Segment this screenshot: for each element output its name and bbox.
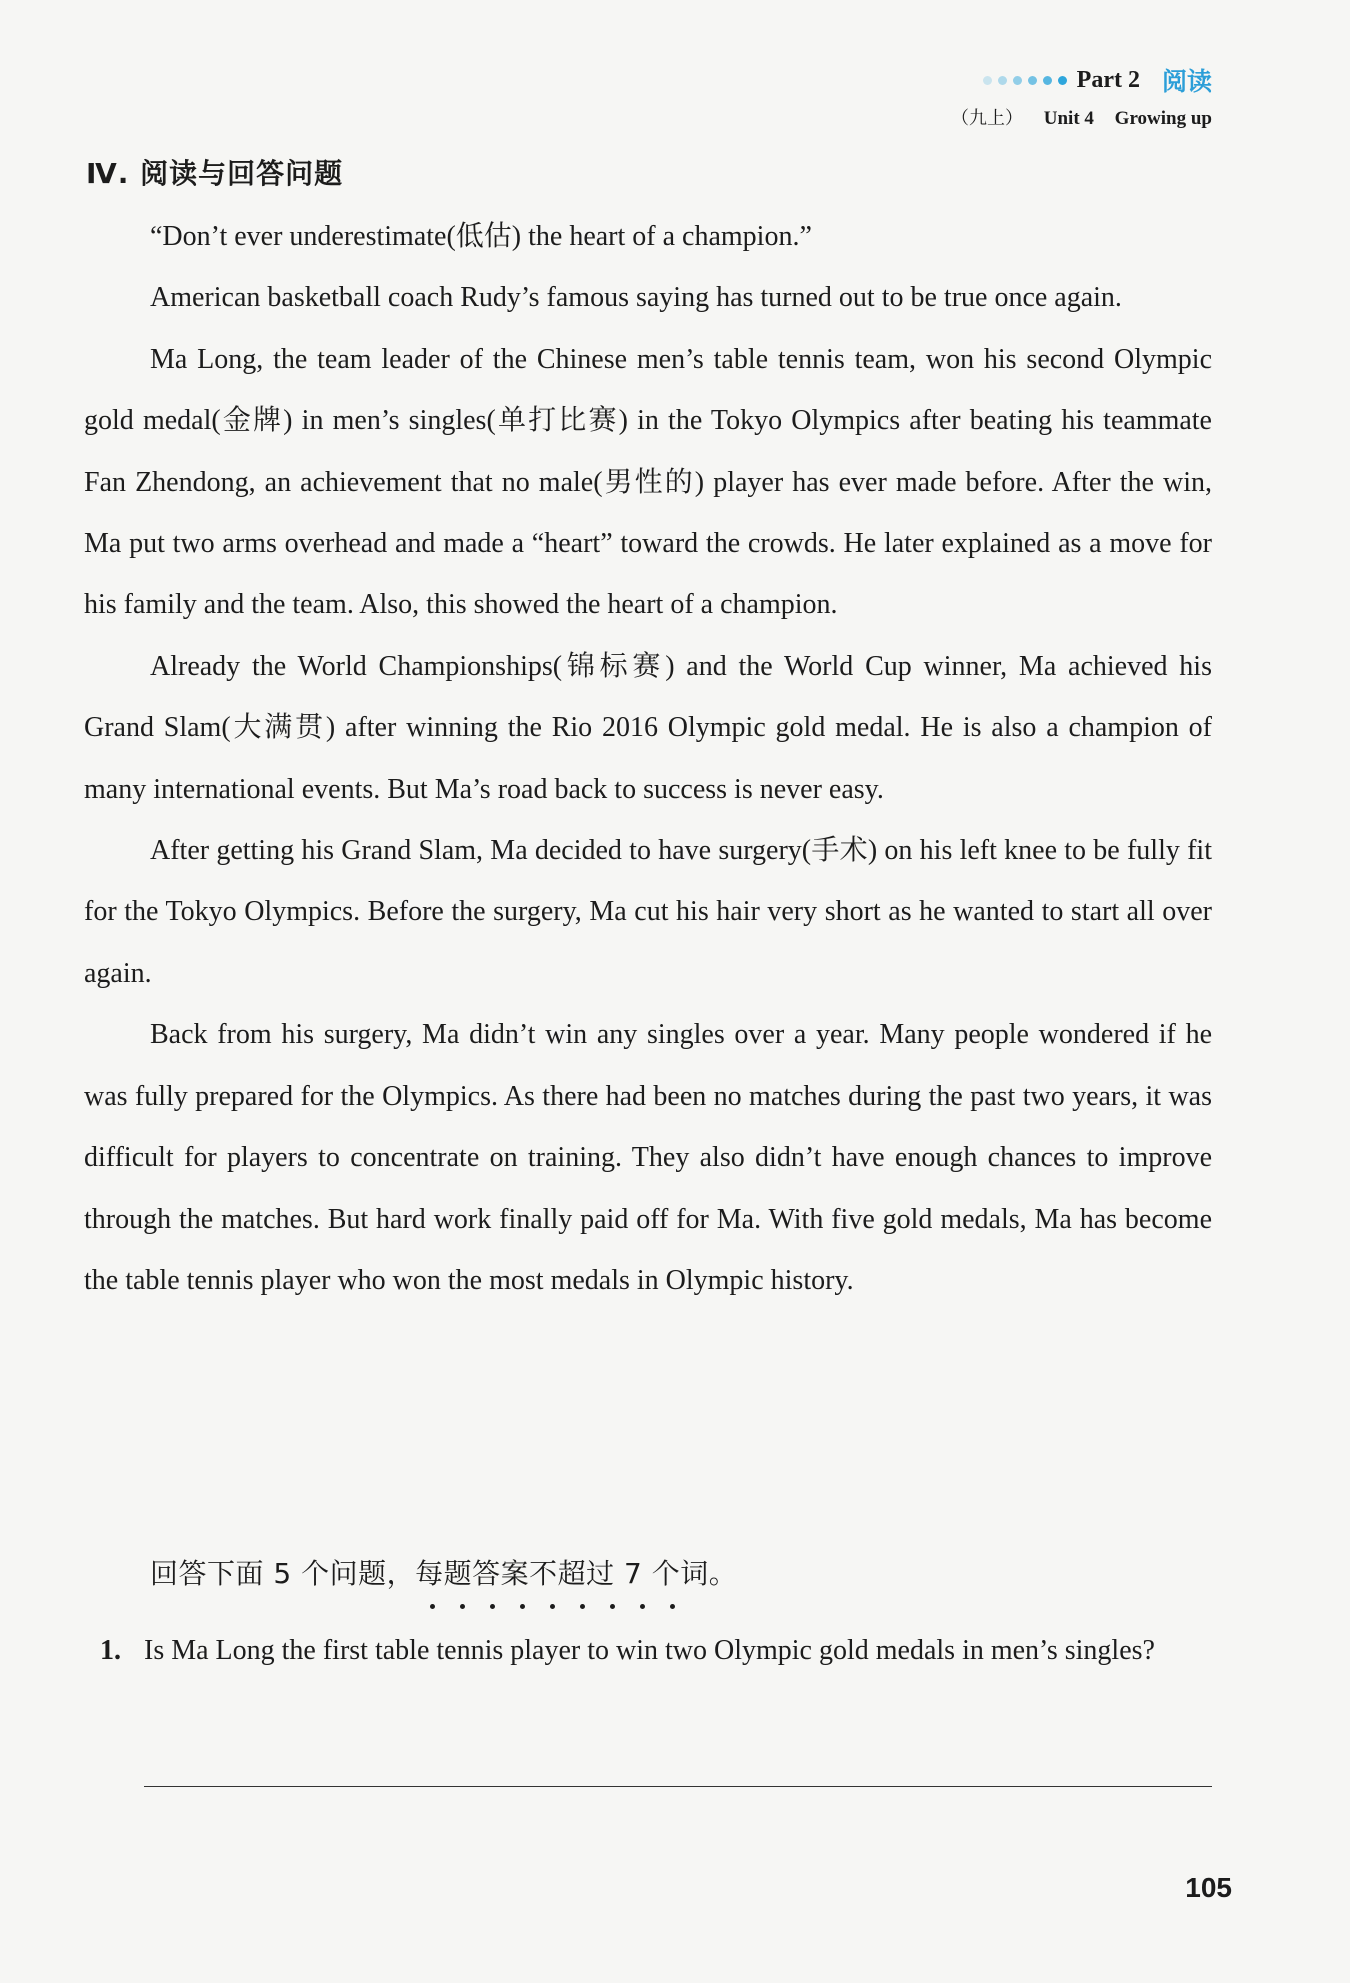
section-title: Ⅳ. 阅读与回答问题 — [86, 157, 344, 190]
page-number: 105 — [1185, 1872, 1232, 1903]
question-item — [100, 1620, 1212, 1682]
reading-passage — [84, 206, 1212, 1311]
emphasis-dots-icon — [430, 1604, 675, 1609]
part-title: 阅读 — [1161, 67, 1212, 96]
part-label: Part 2 — [1076, 66, 1140, 93]
passage-paragraph: Already the World Championships(锦标赛) and the World Cup winner, Ma achieved his Grand Slam(大满贯) after winning the Rio 2016 Olympic gold medal. He is also a champion of many international events. But Ma’s road back to success is never easy. — [84, 650, 1212, 805]
passage-paragraph: Back from his surgery, Ma didn’t win any singles over a year. Many people wondered if he was fully prepared for the Olympics. As there had been no matches during the past two years, it was difficult for players to concentrate on training. They also didn’t have enough chances to improve through the matches. But hard work finally paid off for Ma. With five gold medals, Ma has become the table tennis player who won the most medals in Olympic history. — [84, 1019, 1212, 1296]
answer-line[interactable] — [144, 1786, 1212, 1787]
passage-paragraph: Ma Long, the team leader of the Chinese men’s table tennis team, won his second Olympic gold medal(金牌) in men’s singles(单打比赛) in the Tokyo Olympics after beating his teammate Fan Zhendong, an achievement that no male(男性的) player has ever made before. After the win, Ma put two arms overhead and made a “heart” toward the crowds. He later explained as a move for his family and the team. Also, this showed the heart of a champion. — [84, 343, 1212, 621]
decorative-dots-icon — [983, 76, 1067, 85]
unit-line — [951, 104, 1212, 130]
unit-label: Unit 4 — [1043, 108, 1094, 129]
passage-paragraph: After getting his Grand Slam, Ma decided to have surgery(手术) on his left knee to be fully fit for the Tokyo Olympics. Before the surgery, Ma cut his hair very short as he wanted to start all over again. — [84, 835, 1212, 989]
passage-paragraph: American basketball coach Rudy’s famous saying has turned out to be true once again. — [150, 282, 1122, 314]
grade-label: （九上） — [951, 108, 1024, 129]
question-text: Is Ma Long the first table tennis player to win two Olympic gold medals in men’s singles? — [144, 1635, 1155, 1666]
passage-paragraph: “Don’t ever underestimate(低估) the heart of a champion.” — [150, 221, 812, 252]
question-number: 1. — [100, 1635, 121, 1666]
question-instruction: 回答下面 5 个问题，每题答案不超过 7 个词。 — [150, 1557, 738, 1590]
page-header — [951, 62, 1212, 130]
unit-title: Growing up — [1114, 108, 1212, 129]
